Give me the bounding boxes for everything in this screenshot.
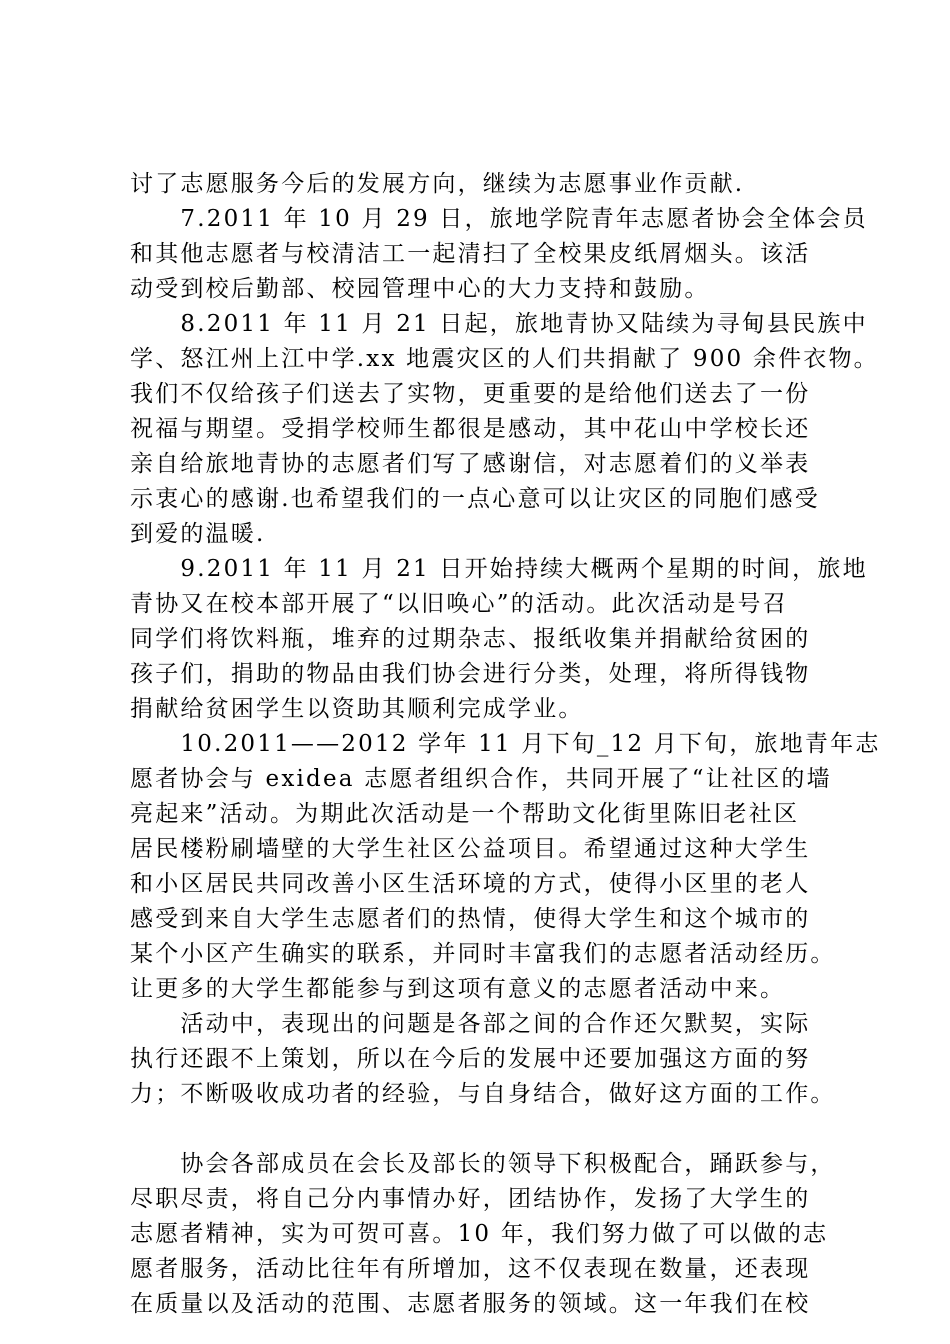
text-line: 愿者协会与 exidea 志愿者组织合作，共同开展了“让社区的墙 [130,766,832,792]
text-line: 亮起来”活动。为期此次活动是一个帮助文化街里陈旧老社区 [130,801,800,827]
text-line: 学、怒江州上江中学.xx 地震灾区的人们共捐献了 900 余件衣物。 [130,346,879,372]
text-line: 示衷心的感谢.也希望我们的一点心意可以让灾区的同胞们感受 [130,486,820,512]
text-line: 同学们将饮料瓶，堆弃的过期杂志、报纸收集并捐献给贫困的 [130,626,811,652]
text-line: 7.2011 年 10 月 29 日，旅地学院青年志愿者协会全体会员 [130,206,868,232]
text-line: 到爱的温暖. [130,521,266,547]
text-line: 孩子们，捐助的物品由我们协会进行分类，处理，将所得钱物 [130,661,811,687]
text-line: 居民楼粉刷墙壁的大学生社区公益项目。希望通过这种大学生 [130,836,811,862]
text-line: 10.2011——2012 学年 11 月下旬_12 月下旬，旅地青年志 [130,731,881,757]
text-line: 执行还跟不上策划，所以在今后的发展中还要加强这方面的努 [130,1046,811,1072]
text-line: 尽职尽责，将自己分内事情办好，团结协作，发扬了大学生的 [130,1186,811,1212]
text-line: 在质量以及活动的范围、志愿者服务的领域。这一年我们在校 [130,1291,811,1317]
text-line: 捐献给贫困学生以资助其顺利完成学业。 [130,696,584,722]
text-line: 亲自给旅地青协的志愿者们写了感谢信，对志愿着们的义举表 [130,451,811,477]
text-line: 8.2011 年 11 月 21 日起，旅地青协又陆续为寻甸县民族中 [130,311,868,337]
text-line: 9.2011 年 11 月 21 日开始持续大概两个星期的时间，旅地 [130,556,868,582]
text-line: 感受到来自大学生志愿者们的热情，使得大学生和这个城市的 [130,906,811,932]
text-line: 动受到校后勤部、校园管理中心的大力支持和鼓励。 [130,276,710,302]
text-line: 让更多的大学生都能参与到这项有意义的志愿者活动中来。 [130,976,786,1002]
text-line: 青协又在校本部开展了“以旧唤心”的活动。此次活动是号召 [130,591,788,617]
text-line: 和小区居民共同改善小区生活环境的方式，使得小区里的老人 [130,871,811,897]
text-line: 和其他志愿者与校清洁工一起清扫了全校果皮纸屑烟头。该活 [130,241,811,267]
text-line: 活动中，表现出的问题是各部之间的合作还欠默契，实际 [130,1011,811,1037]
text-line: 力；不断吸收成功者的经验，与自身结合，做好这方面的工作。 [130,1081,836,1107]
text-line: 某个小区产生确实的联系，并同时丰富我们的志愿者活动经历。 [130,941,836,967]
text-line: 愿者服务，活动比往年有所增加，这不仅表现在数量，还表现 [130,1256,811,1282]
text-line: 我们不仅给孩子们送去了实物，更重要的是给他们送去了一份 [130,381,811,407]
text-line: 协会各部成员在会长及部长的领导下积极配合，踊跃参与， [130,1151,836,1177]
text-line: 志愿者精神，实为可贺可喜。10 年，我们努力做了可以做的志 [130,1221,829,1247]
text-line: 祝福与期望。受捐学校师生都很是感动，其中花山中学校长还 [130,416,811,442]
text-line: 讨了志愿服务今后的发展方向，继续为志愿事业作贡献. [130,171,745,197]
